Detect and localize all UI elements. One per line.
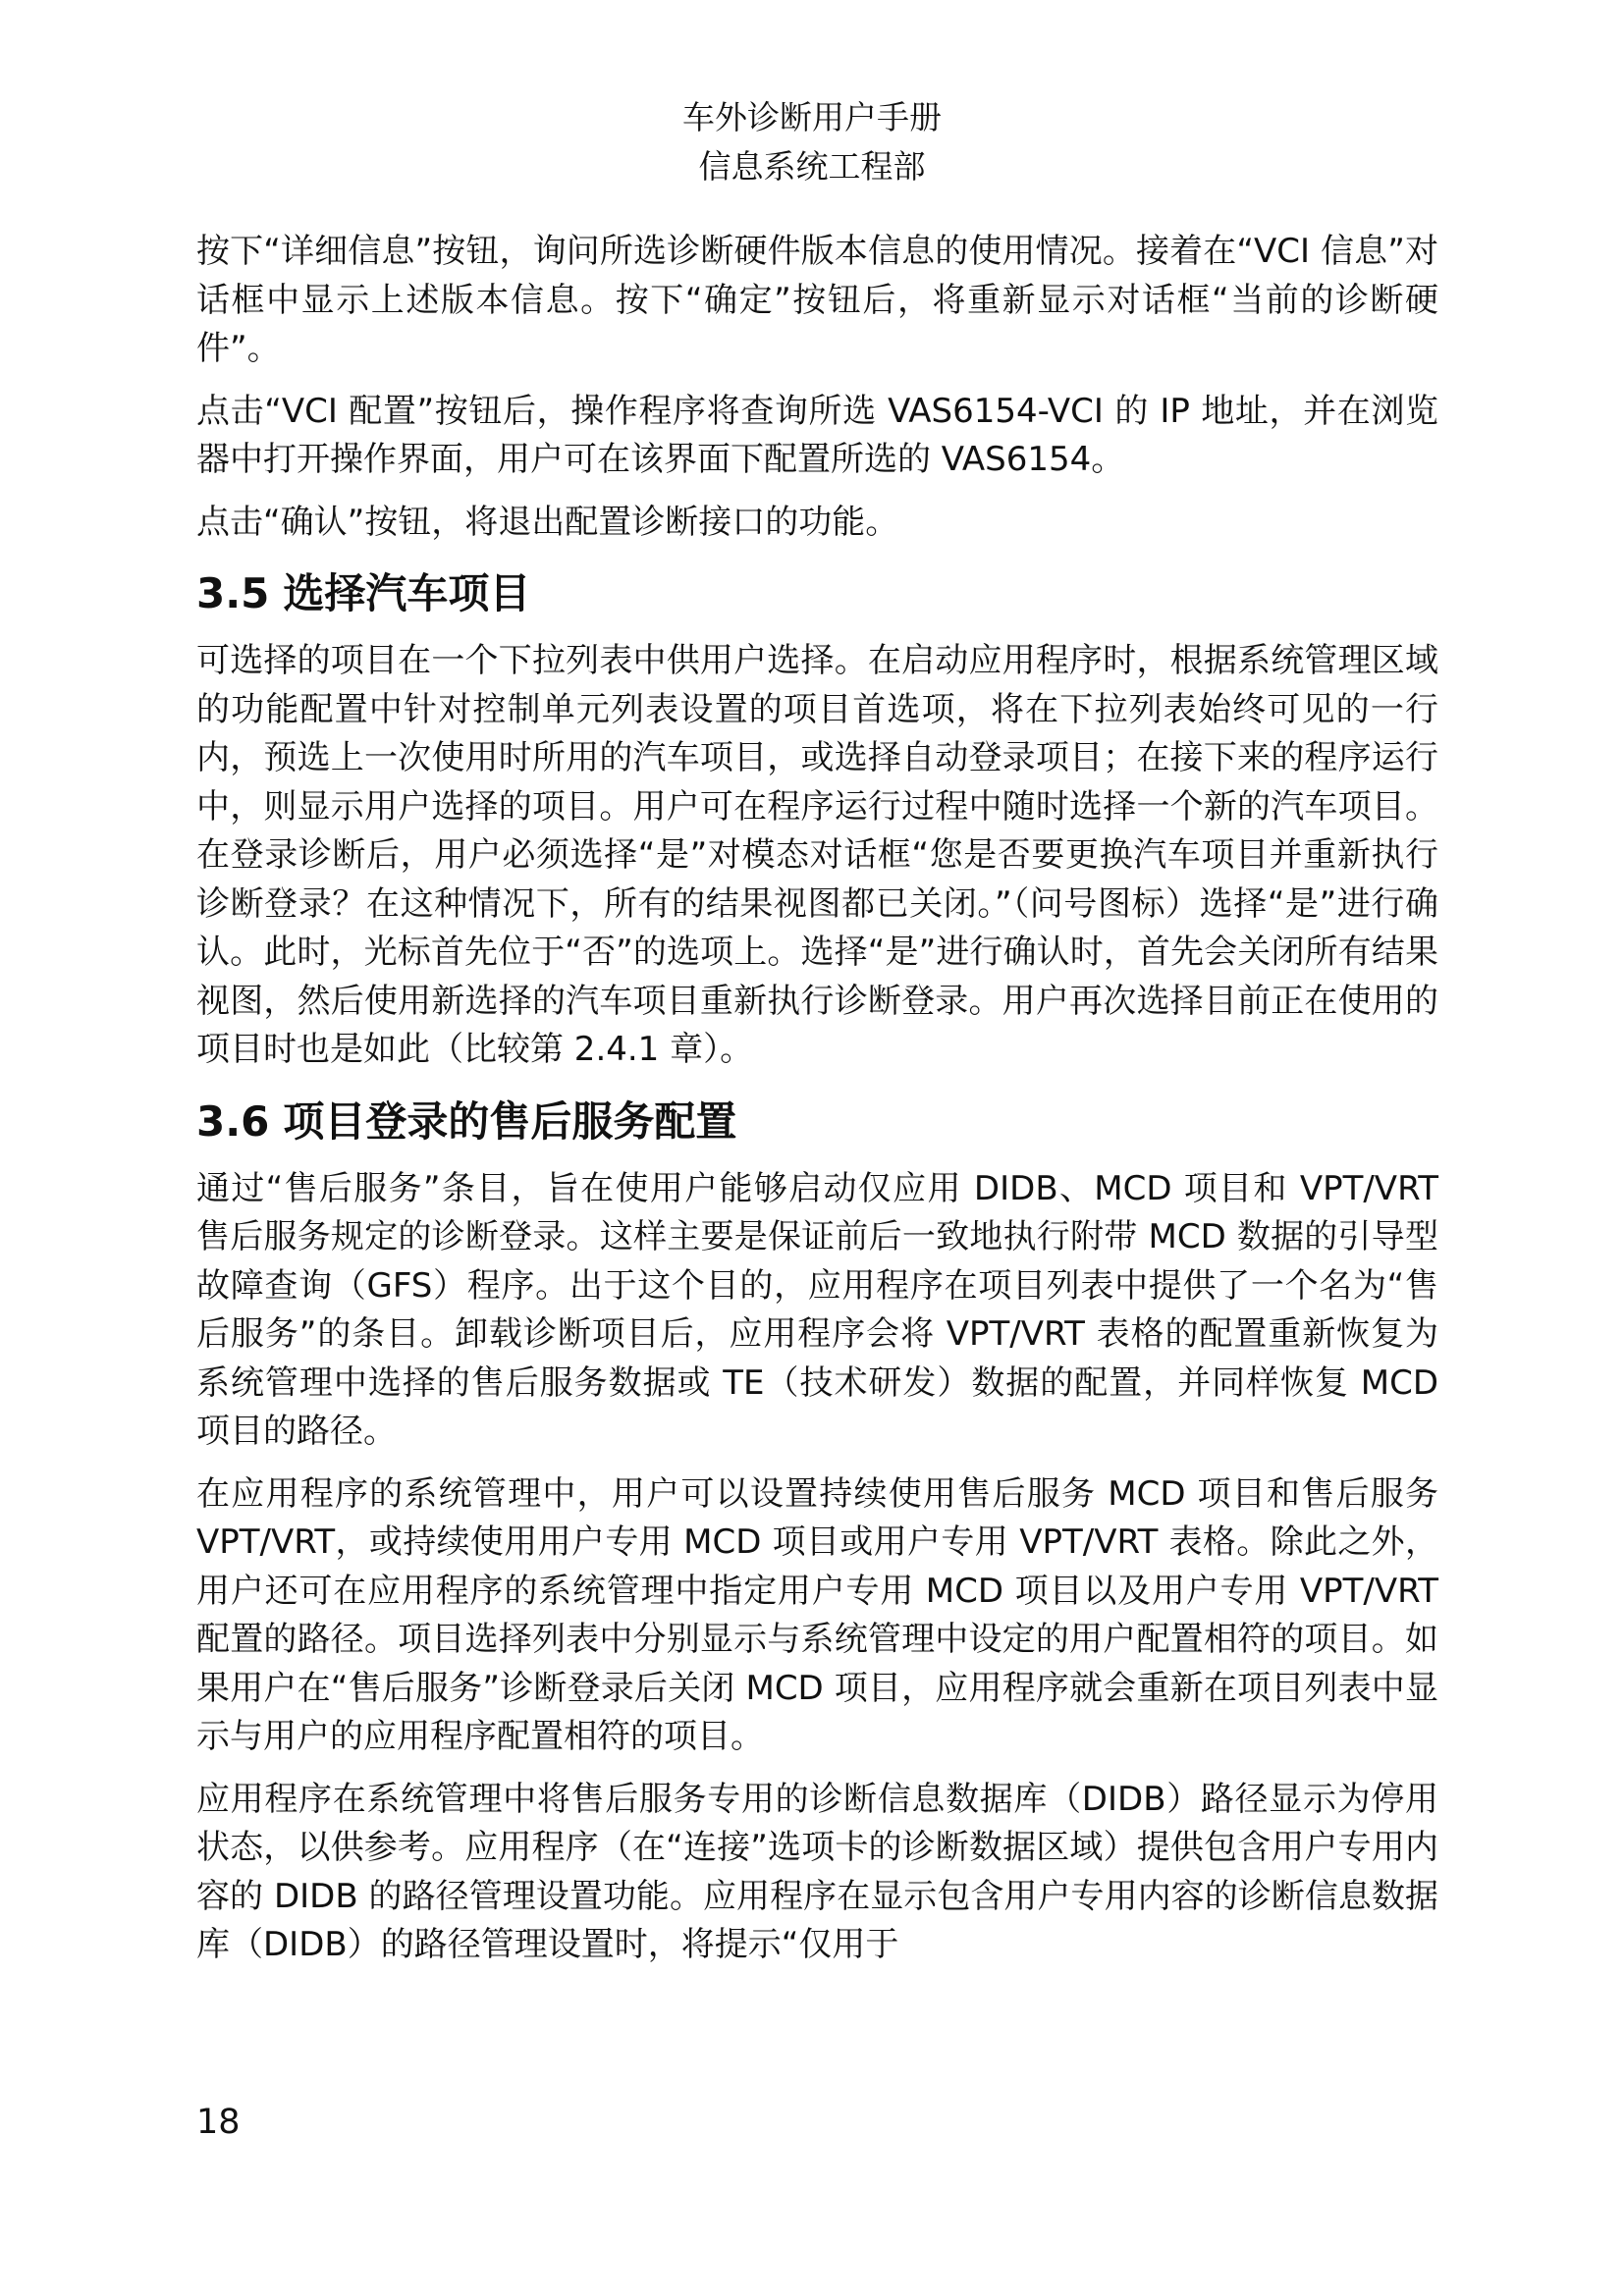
paragraph-select-vehicle-project: 可选择的项目在一个下拉列表中供用户选择。在启动应用程序时，根据系统管理区域的功能配置中针对控制单元列表设置的项目首选项，将在下拉列表始终可见的一行内，预选上一次使用时所用的汽车项目，或选择自动登录项目；在接下来的程序运行中，则显示用户选择的项目。用户可在程序运行过程中随时选择一个新的汽车项目。在登录诊断后，用户必须选择“是”对模态对话框“您是否要更换汽车项目并重新执行诊断登录？在这种情况下，所有的结果视图都已关闭。”（问号图标）选择“是”进行确认。此时，光标首先位于“否”的选项上。选择“是”进行确认时，首先会关闭所有结果视图，然后使用新选择的汽车项目重新执行诊断登录。用户再次选择目前正在使用的项目时也是如此（比较第 2.4.1 章）。 [196,641,1438,1069]
section-heading-3-6 [196,1095,1438,1149]
paragraph-aftersales-entry: 通过“售后服务”条目，旨在使用户能够启动仅应用 DIDB、MCD 项目和 VPT/VRT 售后服务规定的诊断登录。这样主要是保证前后一致地执行附带 MCD 数据的引导型故障查询（GFS）程序。出于这个目的，应用程序在项目列表中提供了一个名为“售后服务”的条目。卸载诊断项目后，应用程序会将 VPT/VRT 表格的配置重新恢复为系统管理中选择的售后服务数据或 TE（技术研发）数据的配置，并同样恢复 MCD 项目的路径。 [196,1168,1438,1451]
paragraph-system-management: 在应用程序的系统管理中，用户可以设置持续使用售后服务 MCD 项目和售后服务 VPT/VRT，或持续使用用户专用 MCD 项目或用户专用 VPT/VRT 表格。除此之外，用户还可在应用程序的系统管理中指定用户专用 MCD 项目以及用户专用 VPT/VRT 配置的路径。项目选择列表中分别显示与系统管理中设定的用户配置相符的项目。如果用户在“售后服务”诊断登录后关闭 MCD 项目，应用程序就会重新在项目列表中显示与用户的应用程序配置相符的项目。 [196,1473,1438,1756]
page-number: 18 [196,2103,241,2142]
paragraph-confirm-button: 点击“确认”按钮，将退出配置诊断接口的功能。 [196,502,899,542]
paragraph-vci-config: 点击“VCI 配置”按钮后，操作程序将查询所选 VAS6154-VCI 的 IP 地址，并在浏览器中打开操作界面，用户可在该界面下配置所选的 VAS6154。 [196,391,1438,479]
section-title: 选择汽车项目 [283,569,531,617]
page-content [196,228,1438,1984]
section-number: 3.6 [196,1096,270,1146]
document-title: 车外诊断用户手册 [682,98,942,136]
section-heading-3-5 [196,566,1438,621]
department-name: 信息系统工程部 [698,147,926,186]
paragraph-details-button: 按下“详细信息”按钮，询问所选诊断硬件版本信息的使用情况。接着在“VCI 信息”对话框中显示上述版本信息。按下“确定”按钮后，将重新显示对话框“当前的诊断硬件”。 [196,232,1438,368]
page-header [0,93,1624,191]
section-title: 项目登录的售后服务配置 [283,1096,737,1146]
paragraph-didb-path: 应用程序在系统管理中将售后服务专用的诊断信息数据库（DIDB）路径显示为停用状态，以供参考。应用程序（在“连接”选项卡的诊断数据区域）提供包含用户专用内容的 DIDB 的路径管理设置功能。应用程序在显示包含用户专用内容的诊断信息数据库（DIDB）的路径管理设置时，将提示“仅用于 [196,1779,1438,1964]
section-number: 3.5 [196,569,270,617]
